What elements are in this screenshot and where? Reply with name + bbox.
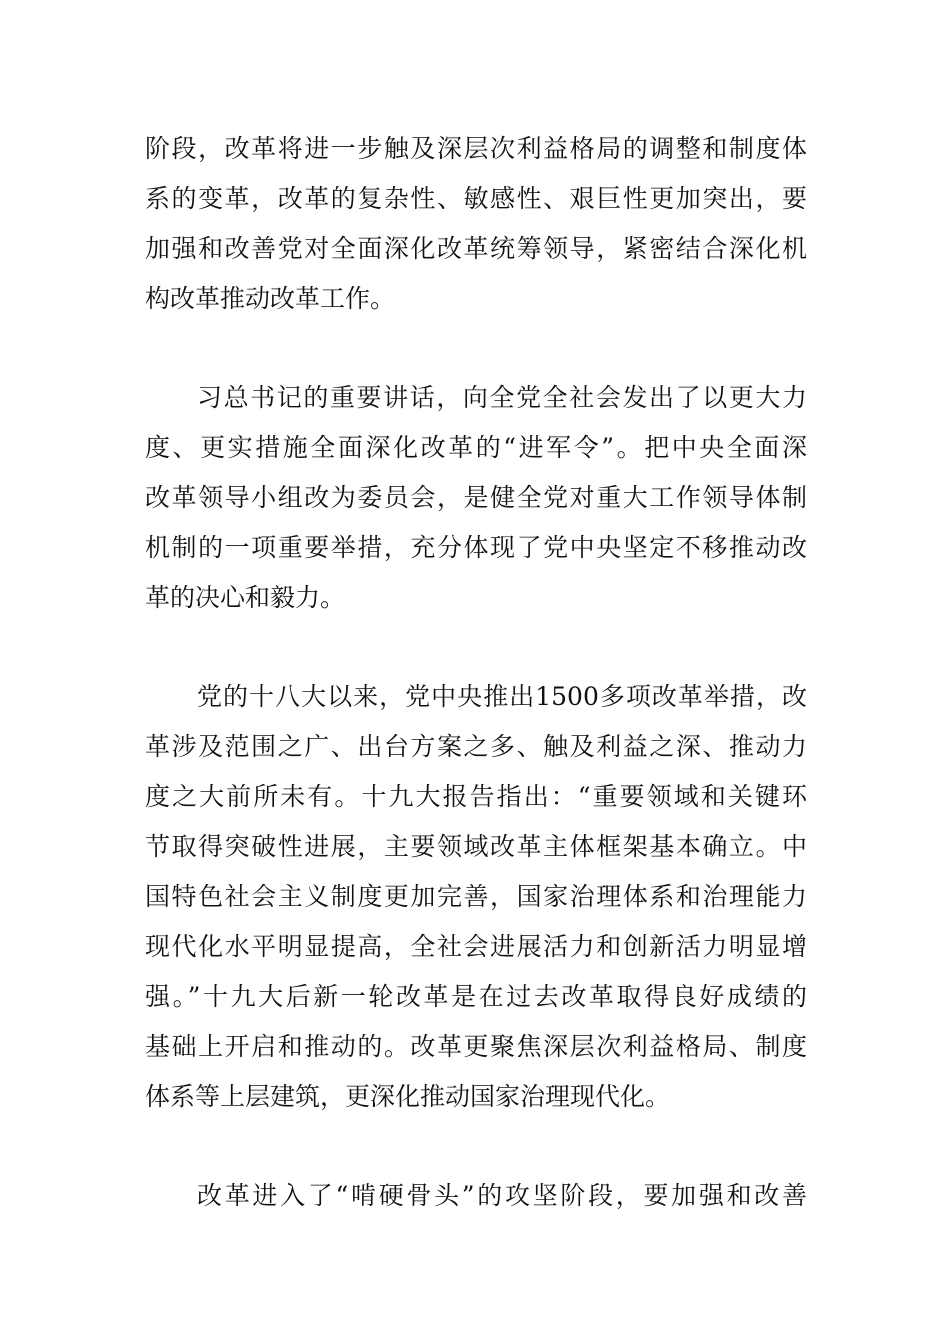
paragraph-line: 基础上开启和推动的。改革更聚焦深层次利益格局、制度 <box>145 1032 807 1061</box>
paragraph-line: 体系等上层建筑，更深化推动国家治理现代化。 <box>145 1082 671 1111</box>
paragraph-line: 强。”十九大后新一轮改革是在过去改革取得良好成绩的 <box>145 982 807 1011</box>
paragraph-line: 度、更实措施全面深化改革的“进军令”。把中央全面深 <box>145 433 807 462</box>
paragraph-line: 构改革推动改革工作。 <box>145 284 396 313</box>
paragraph-line: 习总书记的重要讲话，向全党全社会发出了以更大力 <box>197 383 807 412</box>
paragraph-line: 阶段，改革将进一步触及深层次利益格局的调整和制度体 <box>145 134 807 163</box>
paragraph-line: 革涉及范围之广、出台方案之多、触及利益之深、推动力 <box>145 732 807 761</box>
paragraph-line: 改革领导小组改为委员会，是健全党对重大工作领导体制 <box>145 483 807 512</box>
paragraph-line: 系的变革，改革的复杂性、敏感性、艰巨性更加突出，要 <box>145 184 807 213</box>
paragraph-line: 党的十八大以来，党中央推出1500多项改革举措，改 <box>197 682 807 711</box>
paragraph-line: 革的决心和毅力。 <box>145 583 346 612</box>
paragraph-line: 改革进入了“啃硬骨头”的攻坚阶段，要加强和改善 <box>197 1181 807 1210</box>
paragraph-line: 现代化水平明显提高，全社会进展活力和创新活力明显增 <box>145 932 807 961</box>
paragraph-line: 机制的一项重要举措，充分体现了党中央坚定不移推动改 <box>145 533 807 562</box>
paragraph-line: 度之大前所未有。十九大报告指出：“重要领域和关键环 <box>145 782 807 811</box>
paragraph-line: 国特色社会主义制度更加完善，国家治理体系和治理能力 <box>145 882 807 911</box>
paragraph-line: 节取得突破性进展，主要领域改革主体框架基本确立。中 <box>145 832 807 861</box>
paragraph-line: 加强和改善党对全面深化改革统筹领导，紧密结合深化机 <box>145 234 807 263</box>
